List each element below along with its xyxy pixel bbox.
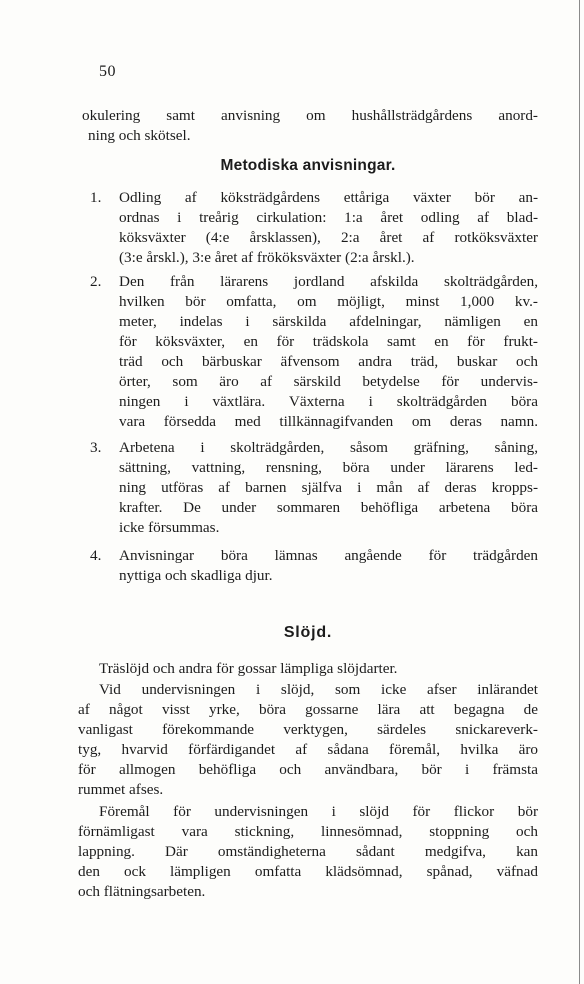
item-3-line-3: ning utföras af barnen själfva i mån af deras kropps- [119, 479, 538, 496]
intro-line-2: ning och skötsel. [88, 127, 191, 144]
slojd-para-2-line-6: rummet afses. [78, 781, 164, 798]
item-1-line-2: ordnas i treårig cirkulation: 1:a året odling af blad- [119, 209, 538, 226]
slojd-para-2-line-5: för allmogen behöfliga och användbara, bör i främsta [78, 761, 538, 778]
item-4-number: 4. [90, 547, 102, 564]
item-2-line-5: träd och bärbuskar äfvensom andra träd, buskar och [119, 353, 538, 370]
item-2-line-3: meter, indelas i särskilda afdelningar, nämligen en [119, 313, 538, 330]
item-1-number: 1. [90, 189, 102, 206]
item-3-line-1: Arbetena i skolträdgården, såsom gräfning, såning, [119, 439, 538, 456]
item-3-number: 3. [90, 439, 102, 456]
slojd-para-1-line-1: Träslöjd och andra för gossar lämpliga slöjdarter. [99, 660, 398, 677]
item-3-line-4: krafter. De under sommaren behöfliga arbetena böra [119, 499, 538, 516]
heading-slojd: Slöjd. [283, 624, 333, 641]
item-2-line-7: ningen i växtlära. Växterna i skolträdgården böra [119, 393, 538, 410]
slojd-para-3-line-3: lappning. Där omständigheterna sådant medgifva, kan [78, 843, 538, 860]
heading-metodiska-anvisningar: Metodiska anvisningar. [220, 157, 396, 174]
item-2-line-2: hvilken bör omfatta, om möjligt, minst 1,000 kv.- [119, 293, 538, 310]
slojd-para-3-line-4: den ock lämpligen omfatta klädsömnad, spånad, väfnad [78, 863, 538, 880]
slojd-para-2-line-4: tyg, hvarvid förfärdigandet af sådana föremål, hvilka äro [78, 741, 538, 758]
item-3-line-5: icke försummas. [119, 519, 220, 536]
item-1-line-3: köksväxter (4:e årsklassen), 2:a året af rotköksväxter [119, 229, 538, 246]
slojd-para-2-line-3: vanligast förekommande verktygen, särdeles snickareverk- [78, 721, 538, 738]
intro-line-1: okulering samt anvisning om hushållsträdgårdens anord- [82, 107, 538, 124]
page-number: 50 [99, 63, 116, 80]
item-2-line-8: vara försedda med tillkännagifvanden om deras namn. [119, 413, 538, 430]
item-1-line-1: Odling af köksträdgårdens ettåriga växter bör an- [119, 189, 538, 206]
item-2-number: 2. [90, 273, 102, 290]
item-3-line-2: sättning, vattning, rensning, böra under lärarens led- [119, 459, 538, 476]
slojd-para-3-line-5: och flätningsarbeten. [78, 883, 206, 900]
page-edge-line [579, 0, 580, 984]
item-2-line-4: för köksväxter, en för trädskola samt en för frukt- [119, 333, 538, 350]
slojd-para-2-line-2: af något visst yrke, böra gossarne lära att begagna de [78, 701, 538, 718]
item-1-line-4: (3:e årskl.), 3:e året af frököksväxter (2:a årskl.). [119, 249, 415, 266]
item-2-line-1: Den från lärarens jordland afskilda skolträdgården, [119, 273, 538, 290]
item-4-line-1: Anvisningar böra lämnas angående för trädgården [119, 547, 538, 564]
slojd-para-3-line-2: förnämligast vara stickning, linnesömnad, stoppning och [78, 823, 538, 840]
item-2-line-6: örter, som äro af särskild betydelse för undervis- [119, 373, 538, 390]
slojd-para-2-line-1: Vid undervisningen i slöjd, som icke afser inlärandet [99, 681, 538, 698]
slojd-para-3-line-1: Föremål för undervisningen i slöjd för flickor bör [99, 803, 538, 820]
item-4-line-2: nyttiga och skadliga djur. [119, 567, 273, 584]
